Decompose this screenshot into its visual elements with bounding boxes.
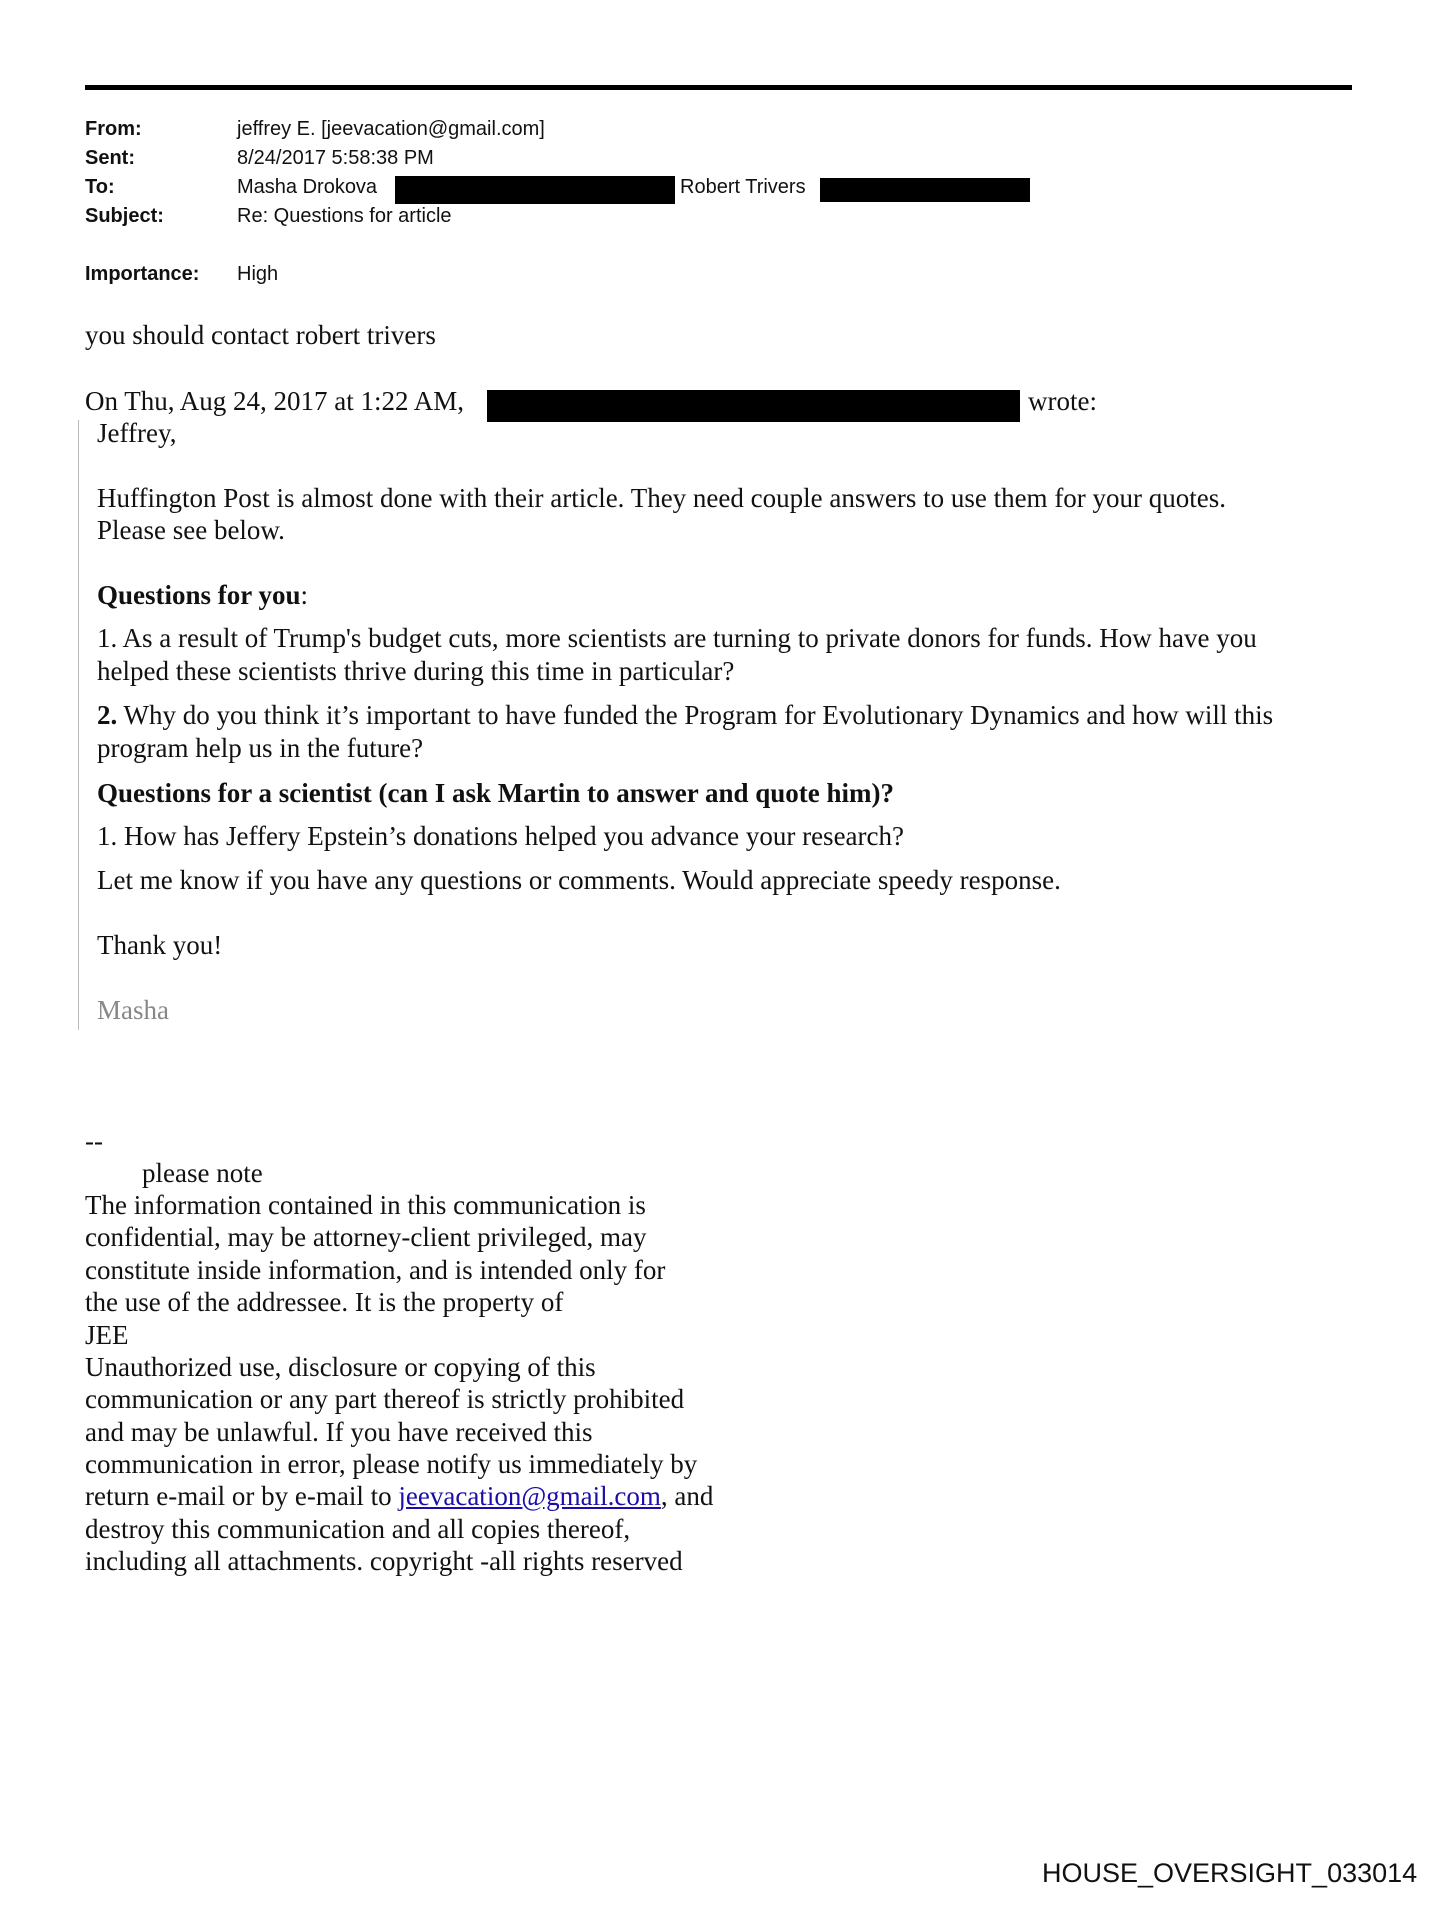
question-number: 2. bbox=[97, 700, 118, 730]
disclaimer-line: constitute inside information, and is intended only for bbox=[85, 1255, 666, 1285]
heading-colon: : bbox=[300, 580, 309, 610]
question-text: Why do you think it’s important to have funded the Program for Evolutionary Dynamics and how will this bbox=[117, 700, 1274, 730]
question-line: 1. How has Jeffery Epstein’s donations helped you advance your research? bbox=[97, 821, 904, 851]
disclaimer-line: communication in error, please notify us immediately by bbox=[85, 1449, 698, 1479]
email-link[interactable]: jeevacation@gmail.com bbox=[398, 1481, 661, 1511]
to-recipient-1: Masha Drokova bbox=[237, 176, 378, 198]
question-line: helped these scientists thrive during this time in particular? bbox=[97, 656, 735, 686]
questions-for-you-heading bbox=[97, 580, 308, 611]
disclaimer-line: including all attachments. copyright -all rights reserved bbox=[85, 1546, 683, 1576]
questions-for-scientist-heading: Questions for a scientist (can I ask Martin to answer and quote him)? bbox=[97, 778, 895, 808]
email-prefix: return e-mail or by e-mail to bbox=[85, 1481, 399, 1511]
reply-text: you should contact robert trivers bbox=[85, 320, 436, 350]
closing-line: Let me know if you have any questions or comments. Would appreciate speedy response. bbox=[97, 865, 1061, 895]
greeting: Jeffrey, bbox=[97, 418, 177, 448]
email-suffix: , and bbox=[660, 1481, 714, 1511]
question-line bbox=[97, 700, 1273, 731]
heading-text: Questions for you bbox=[97, 580, 301, 610]
disclaimer-line bbox=[85, 1481, 713, 1512]
disclaimer-line: The information contained in this communication is bbox=[85, 1190, 646, 1220]
quote-intro-suffix: wrote: bbox=[1028, 386, 1097, 416]
to-recipient-2: Robert Trivers bbox=[680, 176, 806, 198]
question-line: program help us in the future? bbox=[97, 733, 424, 763]
subject-label: Subject: bbox=[85, 205, 164, 227]
signature-separator: -- bbox=[85, 1126, 103, 1156]
sent-label: Sent: bbox=[85, 147, 135, 169]
to-label: To: bbox=[85, 176, 115, 198]
paragraph-line: Please see below. bbox=[97, 515, 285, 545]
subject-value: Re: Questions for article bbox=[237, 205, 452, 227]
disclaimer-line: communication or any part thereof is strictly prohibited bbox=[85, 1384, 685, 1414]
disclaimer-line: destroy this communication and all copies thereof, bbox=[85, 1514, 631, 1544]
question-line: 1. As a result of Trump's budget cuts, more scientists are turning to private donors for funds. How have you bbox=[97, 623, 1257, 653]
please-note: please note bbox=[142, 1158, 263, 1188]
quote-intro-prefix: On Thu, Aug 24, 2017 at 1:22 AM, bbox=[85, 386, 465, 416]
disclaimer-line: Unauthorized use, disclosure or copying of this bbox=[85, 1352, 596, 1382]
from-value: jeffrey E. [jeevacation@gmail.com] bbox=[237, 118, 545, 140]
sent-value: 8/24/2017 5:58:38 PM bbox=[237, 147, 434, 169]
quote-border bbox=[78, 420, 79, 1030]
bates-number: HOUSE_OVERSIGHT_033014 bbox=[1042, 1858, 1418, 1888]
signature: Masha bbox=[97, 995, 169, 1025]
redaction-box bbox=[395, 176, 675, 204]
header-rule bbox=[85, 85, 1352, 90]
disclaimer-line: and may be unlawful. If you have received this bbox=[85, 1417, 593, 1447]
importance-label: Importance: bbox=[85, 263, 200, 285]
from-label: From: bbox=[85, 118, 142, 140]
redaction-box bbox=[820, 178, 1030, 202]
paragraph-line: Huffington Post is almost done with their article. They need couple answers to use them for your quotes. bbox=[97, 483, 1227, 513]
importance-value: High bbox=[237, 263, 279, 285]
disclaimer-line: JEE bbox=[85, 1320, 129, 1350]
disclaimer-line: confidential, may be attorney-client privileged, may bbox=[85, 1222, 647, 1252]
thanks-line: Thank you! bbox=[97, 930, 223, 960]
disclaimer-line: the use of the addressee. It is the property of bbox=[85, 1287, 564, 1317]
redaction-box bbox=[487, 390, 1020, 422]
